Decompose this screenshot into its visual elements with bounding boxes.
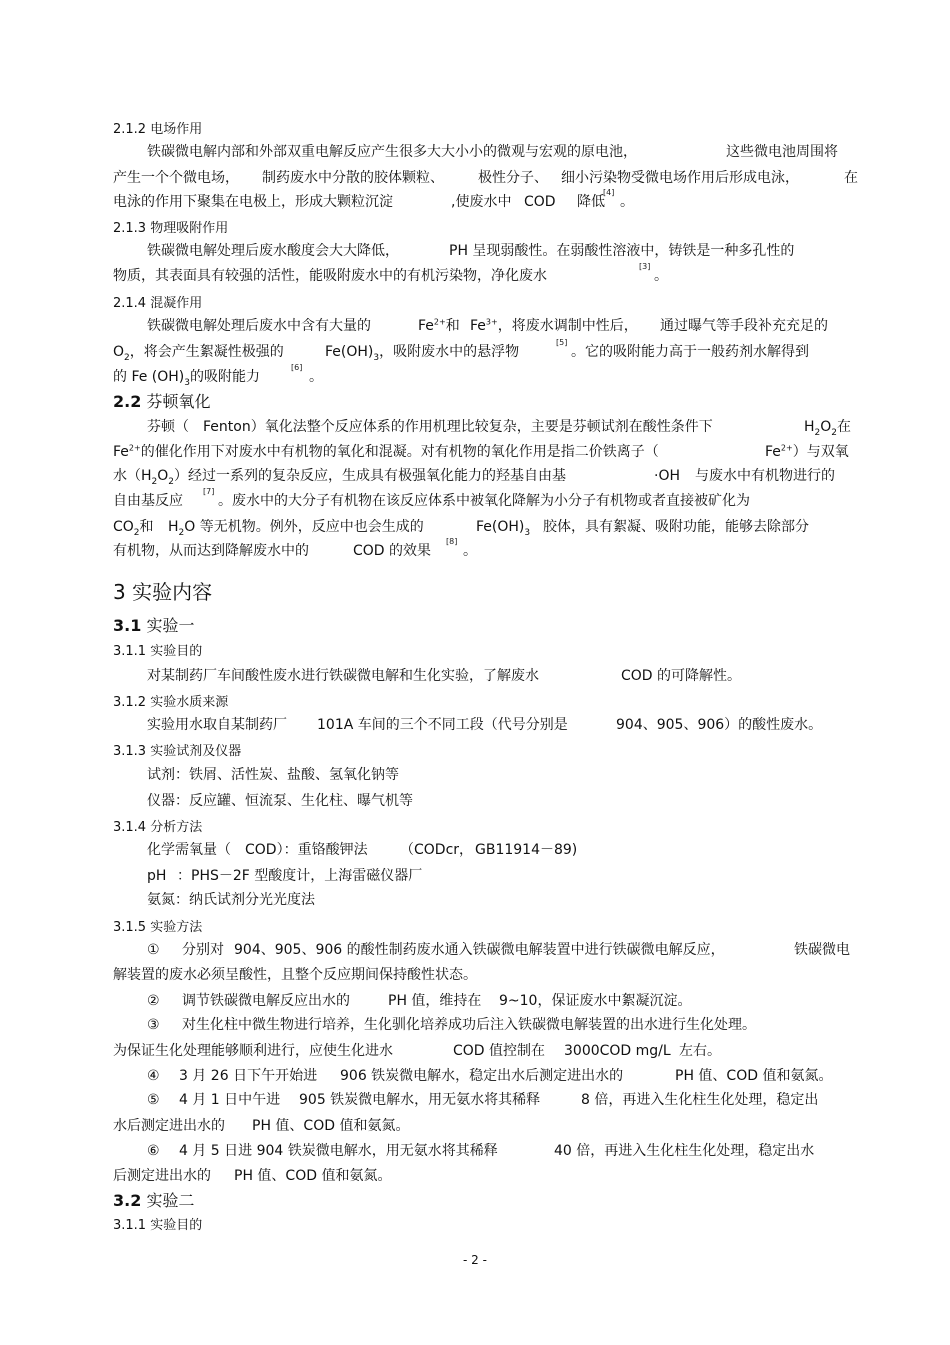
heading-3-1-4: 3.1.4 分析方法 [113, 820, 203, 835]
paragraph-line: 水$(H_2O_2)$经过一系列的复杂反应，生成具有极强氧化能力的羟基自由基 ·OH 与废水中有机物进行的 [113, 468, 835, 487]
paragraph-line: 解装置的废水必须呈酸性，且整个反应期间保持酸性状态。 [113, 967, 477, 983]
paragraph-line: 产生一个个微电场， 制药废水中分散的胶体颗粒、 极性分子、 细小污染物受微电场作用后形成电泳， 在 [113, 170, 858, 186]
paragraph-line: 为保证生化处理能够顺利进行，应使生化进水 COD 值控制在 3000COD mg/L 左右。 [113, 1043, 721, 1059]
paragraph-line: pH ：PHS－2F 型酸度计，上海雷磁仪器厂 [147, 868, 423, 884]
method-item-5: ⑤ 4 月 1 日中午进 905 铁炭微电解水，用无氨水将其稀释 8 倍，再进入生化柱生化处理，稳定出 [147, 1092, 819, 1108]
paragraph-line: 电泳的作用下聚集在电极上，形成大颗粒沉淀 ,使废水中 COD 降低 [4] 。 [113, 188, 634, 210]
paragraph-line: 化学需氧量（ COD）：重铬酸钾法 （CODcr， GB11914－89) [147, 842, 578, 858]
paragraph-line: 的 Fe $(OH)_3$的吸附能力 [6] 。 [113, 363, 323, 388]
method-item-4: ④ 3 月 26 日下午开始进 906 铁炭微电解水，稳定出水后测定进出水的 PH 值、COD 值和氨氮。 [147, 1068, 833, 1084]
paragraph-line: 有机物，从而达到降解废水中的 COD 的效果 [8] 。 [113, 537, 477, 559]
paragraph-line: 仪器：反应罐、恒流泵、生化柱、曝气机等 [147, 793, 413, 809]
paragraph-line: 对某制药厂车间酸性废水进行铁碳微电解和生化实验，了解废水 COD 的可降解性。 [147, 668, 742, 684]
method-item-3: ③ 对生化柱中微生物进行培养，生化驯化培养成功后注入铁碳微电解装置的出水进行生化处理。 [147, 1017, 756, 1033]
heading-3-1-2: 3.1.2 实验水质来源 [113, 695, 229, 710]
heading-2-1-3: 2.1.3 物理吸附作用 [113, 221, 229, 236]
heading-3-1-5: 3.1.5 实验方法 [113, 920, 203, 935]
paragraph-line: 芬顿（ Fenton）氧化法整个反应体系的作用机理比较复杂，主要是芬顿试剂在酸性条件下 $H_2O_2$在 [147, 419, 852, 438]
method-item-6: ⑥ 4 月 5 日进 904 铁炭微电解水，用无氨水将其稀释 40 倍，再进入生化柱生化处理，稳定出水 [147, 1143, 815, 1159]
heading-2-1-2: 2.1.2 电场作用 [113, 122, 203, 137]
page-number: - 2 - [463, 1253, 487, 1267]
heading-3-1-3: 3.1.3 实验试剂及仪器 [113, 744, 242, 759]
paragraph-line: 铁碳微电解处理后废水中含有大量的 $Fe^{2+}$和 $Fe^{3+}$，将废水调制中性后， 通过曝气等手段补充充足的 [147, 317, 828, 334]
paragraph-line: $Fe^{2+}$的催化作用下对废水中有机物的氧化和混凝。对有机物的氧化作用是指二价铁离子（ $Fe^{2+}$）与双氧 [113, 443, 849, 460]
heading-3: 3 实验内容 [113, 580, 213, 604]
paragraph-line: $O_2$，将会产生絮凝性极强的 $Fe(OH)_3$，吸附废水中的悬浮物 [5] 。它的吸附能力高于一般药剂水解得到 [113, 338, 809, 363]
paragraph-line: 铁碳微电解处理后废水酸度会大大降低， PH 呈现弱酸性。在弱酸性溶液中，铸铁是一种多孔性的 [147, 243, 795, 259]
method-item-1: ① 分别对 904、905、906 的酸性制药废水通入铁碳微电解装置中进行铁碳微电解反应， 铁碳微电 [147, 942, 850, 958]
heading-3-2: 3.2 实验二 [113, 1191, 195, 1210]
heading-3-1: 3.1 实验一 [113, 616, 195, 635]
paragraph-line: 物质，其表面具有较强的活性，能吸附废水中的有机污染物，净化废水 [3] 。 [113, 262, 668, 284]
heading-3-1-1: 3.1.1 实验目的 [113, 644, 203, 659]
paragraph-line: 自由基反应 [7] 。废水中的大分子有机物在该反应体系中被氧化降解为小分子有机物或者直接被矿化为 [113, 487, 750, 509]
paragraph-line: 水后测定进出水的 PH 值、COD 值和氨氮。 [113, 1118, 410, 1134]
heading-2-2: 2.2 芬顿氧化 [113, 392, 211, 411]
paragraph-line: 实验用水取自某制药厂 101A 车间的三个不同工段（代号分别是 904、905、906）的酸性废水。 [147, 717, 823, 733]
paragraph-line: $CO_2$和 $H_2O$ 等无机物。例外，反应中也会生成的 $Fe(OH)_3$ 胶体，具有絮凝、吸附功能，能够去除部分 [113, 519, 809, 538]
heading-3-2-1: 3.1.1 实验目的 [113, 1218, 203, 1233]
paragraph-line: 铁碳微电解内部和外部双重电解反应产生很多大大小小的微观与宏观的原电池， 这些微电池周围将 [147, 144, 838, 160]
method-item-2: ② 调节铁碳微电解反应出水的 PH 值，维持在 9~10，保证废水中絮凝沉淀。 [147, 993, 692, 1009]
paragraph-line: 后测定进出水的 PH 值、COD 值和氨氮。 [113, 1168, 392, 1184]
paragraph-line: 试剂：铁屑、活性炭、盐酸、氢氧化钠等 [147, 767, 399, 783]
paragraph-line: 氨氮：纳氏试剂分光光度法 [147, 892, 315, 908]
heading-2-1-4: 2.1.4 混凝作用 [113, 296, 203, 311]
